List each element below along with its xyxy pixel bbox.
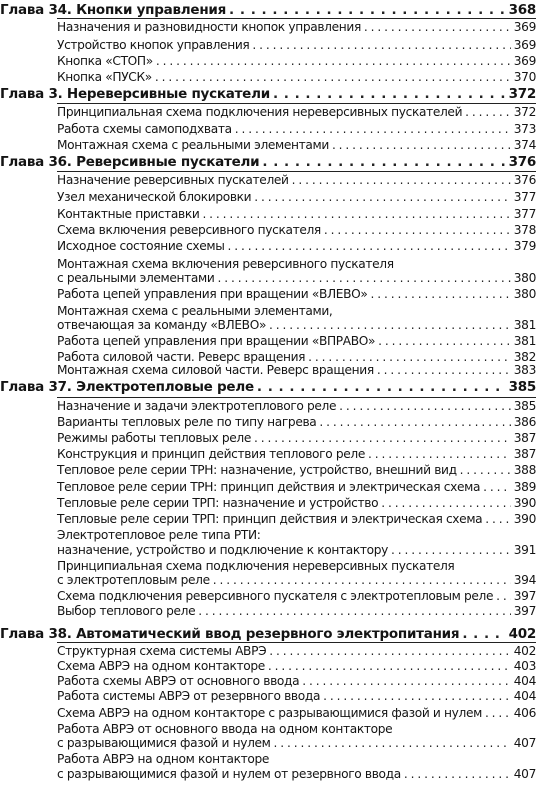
page-number: 385 [513, 399, 536, 413]
page-number: 390 [513, 512, 536, 526]
toc-entry [57, 688, 536, 704]
toc-entry [57, 317, 536, 333]
dot-leader [302, 673, 511, 689]
page-number: 369 [513, 20, 536, 34]
entry-title: Работа силовой части. Реверс вращения [57, 350, 306, 364]
entry-title: Работа схемы АВРЭ от основного ввода [57, 674, 300, 688]
page-number: 402 [513, 644, 536, 658]
entry-title: Тепловое реле серии ТРН: назначение, устройство, внешний вид [57, 463, 457, 477]
dot-leader [404, 766, 511, 782]
entry-title: Монтажная схема с реальными элементами [57, 138, 329, 152]
entry-title: Назначение и задачи электротеплового реле [57, 399, 337, 413]
dot-leader [254, 430, 511, 446]
page-number: 369 [513, 38, 536, 52]
dot-leader [323, 688, 511, 704]
toc-entry [57, 121, 536, 137]
entry-title: Кнопка «ПУСК» [57, 70, 152, 84]
entry-title: Монтажная схема силовой части. Реверс вращения [57, 363, 374, 377]
page-number: 402 [508, 626, 536, 642]
page-number: 383 [513, 363, 536, 377]
entry-title: Узел механической блокировки [57, 190, 252, 204]
entry-title: Работа системы АВРЭ от резервного ввода [57, 689, 321, 703]
dot-leader [391, 542, 511, 558]
page-number: 380 [513, 271, 536, 285]
entry-title: Устройство кнопок управления [57, 38, 250, 52]
entry-title: Тепловые реле серии ТРП: принцип действия и электрическая схема [57, 512, 483, 526]
page-number: 385 [508, 379, 536, 395]
chapter-title: Глава 34. Кнопки управления [0, 2, 227, 18]
entry-title: Режимы работы тепловых реле [57, 431, 251, 445]
entry-title: Схема подключения реверсивного пускателя с электротепловым реле [57, 589, 494, 603]
toc-entry [57, 511, 536, 527]
chapter-title: Глава 37. Электротепловые реле [0, 379, 254, 395]
toc-entry [57, 69, 536, 85]
entry-title: Схема АВРЭ на одном контакторе [57, 659, 265, 673]
entry-title: Контактные приставки [57, 207, 200, 221]
page-number: 379 [513, 239, 536, 253]
dot-leader [324, 222, 511, 238]
toc-entry [57, 572, 536, 588]
entry-title: Кнопка «СТОП» [57, 54, 153, 68]
dot-leader [377, 362, 511, 378]
toc-entry [57, 735, 536, 751]
page-number: 404 [513, 674, 536, 688]
page-number: 380 [513, 287, 536, 301]
dot-leader [254, 189, 511, 205]
page-number: 372 [508, 86, 536, 102]
dot-leader [262, 152, 505, 172]
chapter-heading [0, 84, 536, 104]
page-number: 382 [513, 350, 536, 364]
toc-entry [57, 333, 536, 349]
entry-title: Работа цепей управления при вращении «ВПРАВО» [57, 334, 376, 348]
toc-entry [57, 495, 536, 511]
dot-leader [378, 333, 511, 349]
dot-leader [252, 37, 510, 53]
dot-leader [370, 286, 510, 302]
page-number: 397 [513, 589, 536, 603]
toc-entry [57, 414, 536, 430]
entry-title: Монтажная схема с реальными элементами, [57, 304, 333, 318]
entry-title: с электротепловым реле [57, 573, 210, 587]
page-number: 404 [513, 689, 536, 703]
page-number: 397 [513, 604, 536, 618]
entry-title: Работа АВРЭ от основного ввода на одном контакторе [57, 722, 393, 736]
entry-title: назначение, устройство и подключение к контактору [57, 543, 388, 557]
toc-entry [57, 137, 536, 153]
entry-title: Работа схемы самоподхвата [57, 122, 232, 136]
page-number: 381 [513, 318, 536, 332]
page-number: 376 [513, 173, 536, 187]
entry-title: Структурная схема системы АВРЭ [57, 644, 267, 658]
dot-leader [229, 0, 506, 20]
dot-leader [332, 137, 511, 153]
toc-entry [57, 527, 536, 543]
dot-leader [213, 572, 511, 588]
toc-entry [57, 542, 536, 558]
toc-entry [57, 53, 536, 69]
dot-leader [257, 377, 506, 397]
entry-title: Конструкция и принцип действия теплового реле [57, 447, 365, 461]
dot-leader [483, 479, 511, 495]
page-number: 406 [513, 706, 536, 720]
page-number: 391 [513, 543, 536, 557]
page-number: 370 [513, 70, 536, 84]
dot-leader [292, 172, 511, 188]
dot-leader [202, 206, 510, 222]
page-number: 377 [513, 190, 536, 204]
toc-entry [57, 430, 536, 446]
toc-entry [57, 189, 536, 205]
page-number: 377 [513, 207, 536, 221]
entry-title: Варианты тепловых реле по типу нагрева [57, 415, 317, 429]
page-number: 389 [513, 480, 536, 494]
dot-leader [465, 104, 511, 120]
entry-title: Назначения и разновидности кнопок управления [57, 20, 361, 34]
entry-title: Схема включения реверсивного пускателя [57, 223, 321, 237]
page-number: 394 [513, 573, 536, 587]
toc-entry [57, 397, 536, 414]
page-number: 386 [513, 415, 536, 429]
page-number: 369 [513, 54, 536, 68]
page-number: 407 [513, 736, 536, 750]
chapter-title: Глава 36. Реверсивные пускатели [0, 154, 260, 170]
dot-leader [485, 705, 511, 721]
entry-title: Электротепловое реле типа РТИ: [57, 528, 261, 542]
entry-title: Работа цепей управления при вращении «ВЛЕВО» [57, 287, 368, 301]
page-number: 376 [508, 154, 536, 170]
page-number: 381 [513, 334, 536, 348]
dot-leader [235, 121, 511, 137]
entry-title: Тепловое реле серии ТРН: принцип действия и электрическая схема [57, 480, 481, 494]
page-number: 378 [513, 223, 536, 237]
chapter-heading [0, 152, 536, 172]
dot-leader [228, 238, 511, 254]
page-number: 372 [513, 105, 536, 119]
dot-leader [269, 643, 511, 659]
dot-leader [381, 495, 511, 511]
entry-title: с реальными элементами [57, 271, 215, 285]
entry-title: Монтажная схема включения реверсивного пускателя [57, 257, 394, 271]
toc-entry [57, 658, 536, 674]
dot-leader [155, 69, 511, 85]
toc-entry [57, 673, 536, 689]
toc-entry [57, 766, 536, 782]
entry-title: отвечающая за команду «ВЛЕВО» [57, 318, 267, 332]
page-number: 387 [513, 447, 536, 461]
toc-entry [57, 446, 536, 462]
dot-leader [485, 511, 511, 527]
toc-entry [57, 751, 536, 767]
toc-entry [57, 588, 536, 604]
toc-entry [57, 362, 536, 378]
page-number: 388 [513, 463, 536, 477]
toc-entry [57, 479, 536, 495]
dot-leader [217, 270, 510, 286]
entry-title: Тепловые реле серии ТРП: назначение и устройство [57, 496, 379, 510]
dot-leader [268, 658, 511, 674]
dot-leader [496, 588, 511, 604]
toc-entry [57, 103, 536, 120]
chapter-heading [0, 0, 536, 20]
chapter-heading [0, 377, 536, 397]
entry-title: Выбор теплового реле [57, 604, 196, 618]
toc-entry [57, 642, 536, 659]
entry-title: Принципиальная схема подключения нереверсивных пускателей [57, 105, 463, 119]
page-number: 390 [513, 496, 536, 510]
page-number: 368 [508, 2, 536, 18]
dot-leader [269, 317, 511, 333]
chapter-title: Глава 38. Автоматический ввод резервного электропитания [0, 626, 460, 642]
toc-entry [57, 222, 536, 238]
dot-leader [319, 414, 510, 430]
toc-entry [57, 18, 536, 35]
dot-leader [273, 84, 506, 104]
page-number: 373 [513, 122, 536, 136]
chapter-title: Глава 3. Нереверсивные пускатели [0, 86, 270, 102]
toc-entry [57, 238, 536, 254]
chapter-heading [0, 624, 536, 644]
entry-title: Схема АВРЭ на одном контакторе с разрывающимися фазой и нулем [57, 706, 482, 720]
entry-title: Принципиальная схема подключения нереверсивных пускателя [57, 559, 455, 573]
entry-title: с разрывающимися фазой и нулем [57, 736, 271, 750]
toc-entry [57, 171, 536, 188]
page-number: 387 [513, 431, 536, 445]
dot-leader [156, 53, 511, 69]
toc-entry [57, 705, 536, 721]
toc-entry [57, 37, 536, 53]
entry-title: Назначение реверсивных пускателей [57, 173, 289, 187]
dot-leader [339, 398, 511, 414]
entry-title: Работа АВРЭ на одном контакторе [57, 752, 270, 766]
dot-leader [368, 446, 511, 462]
page-number: 403 [513, 659, 536, 673]
entry-title: Исходное состояние схемы [57, 239, 225, 253]
toc-entry [57, 270, 536, 286]
toc-entry [57, 603, 536, 619]
toc-entry [57, 462, 536, 478]
page-number: 374 [513, 138, 536, 152]
toc-entry [57, 286, 536, 302]
toc-entry [57, 206, 536, 222]
dot-leader [198, 603, 511, 619]
dot-leader [364, 19, 511, 35]
entry-title: с разрывающимися фазой и нулем от резервного ввода [57, 767, 401, 781]
dot-leader [274, 735, 511, 751]
dot-leader [462, 624, 505, 644]
dot-leader [460, 462, 511, 478]
page-number: 407 [513, 767, 536, 781]
